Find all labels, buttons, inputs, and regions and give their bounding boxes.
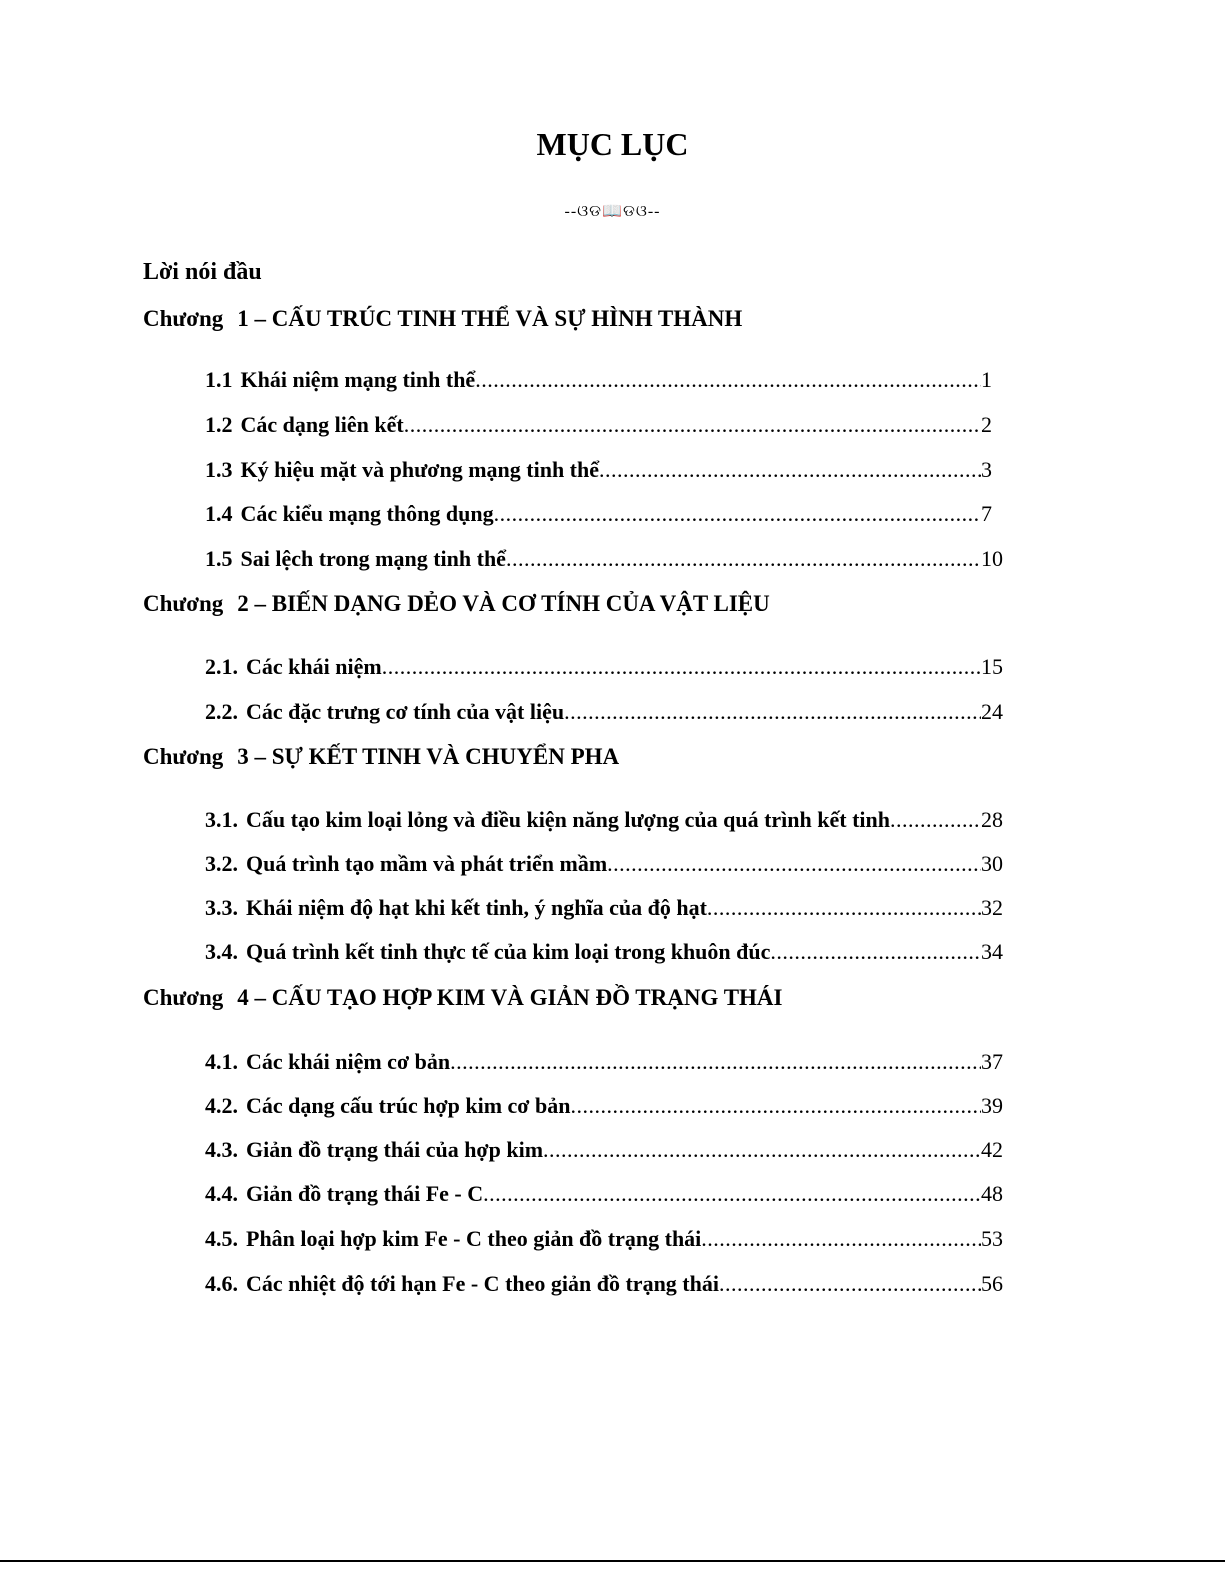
footer-rule	[0, 1560, 1225, 1562]
chapter-label: Chương	[143, 744, 224, 769]
entry-number: 4.4.	[205, 1181, 238, 1206]
entry-number: 1.1	[205, 367, 233, 392]
entry-page: 28	[981, 807, 1003, 832]
toc-chapter-3[interactable]	[143, 741, 619, 773]
toc-entry[interactable]	[205, 1046, 1007, 1078]
entry-title: Quá trình kết tinh thực tế của kim loại trong khuôn đúc	[246, 939, 771, 964]
entry-page: 42	[981, 1137, 1003, 1162]
entry-page: 53	[981, 1226, 1003, 1251]
toc-entry[interactable]	[205, 543, 1007, 575]
dot-leader	[450, 1046, 981, 1078]
entry-page: 39	[981, 1093, 1003, 1118]
entry-page: 37	[981, 1049, 1003, 1074]
entry-page: 32	[981, 895, 1003, 920]
dot-leader	[719, 1268, 981, 1300]
dot-leader	[770, 936, 981, 968]
chapter-label: Chương	[143, 306, 224, 331]
entry-number: 4.5.	[205, 1226, 238, 1251]
entry-title: Khái niệm mạng tinh thể	[240, 367, 476, 392]
toc-entry[interactable]	[205, 651, 1007, 683]
entry-number: 3.1.	[205, 807, 238, 832]
entry-page: 15	[981, 654, 1003, 679]
entry-title: Các kiểu mạng thông dụng	[240, 501, 494, 526]
toc-entry[interactable]	[205, 804, 1007, 836]
entry-title: Giản đồ trạng thái Fe - C	[246, 1181, 484, 1206]
entry-number: 1.2	[205, 412, 233, 437]
chapter-heading: 2 – BIẾN DẠNG DẺO VÀ CƠ TÍNH CỦA VẬT LIỆU	[237, 591, 770, 616]
chapter-heading: 3 – SỰ KẾT TINH VÀ CHUYỂN PHA	[237, 744, 620, 769]
dot-leader	[404, 409, 981, 441]
entry-number: 3.4.	[205, 939, 238, 964]
dot-leader	[607, 848, 981, 880]
toc-entry[interactable]	[205, 848, 1007, 880]
toc-entry[interactable]	[205, 409, 1007, 441]
entry-title: Các dạng liên kết	[240, 412, 404, 437]
dot-leader	[543, 1134, 981, 1166]
toc-entry[interactable]	[205, 892, 1007, 924]
toc-chapter-1[interactable]	[143, 303, 742, 335]
entry-title: Quá trình tạo mầm và phát triển mầm	[246, 851, 608, 876]
entry-page: 24	[981, 699, 1003, 724]
toc-entry[interactable]	[205, 364, 1007, 396]
page-title: MỤC LỤC	[536, 126, 689, 162]
entry-number: 1.5	[205, 546, 233, 571]
toc-preface[interactable]: Lời nói đầu	[143, 259, 262, 285]
entry-title: Phân loại hợp kim Fe - C theo giản đồ trạng thái	[246, 1226, 702, 1251]
entry-page: 3	[981, 457, 992, 482]
entry-number: 1.3	[205, 457, 233, 482]
entry-title: Ký hiệu mặt và phương mạng tinh thể	[240, 457, 599, 482]
toc-entry[interactable]	[205, 696, 1007, 728]
entry-title: Các đặc trưng cơ tính của vật liệu	[246, 699, 565, 724]
toc-entry[interactable]	[205, 1178, 1007, 1210]
dot-leader	[890, 804, 981, 836]
dot-leader	[564, 696, 981, 728]
entry-title: Cấu tạo kim loại lỏng và điều kiện năng lượng của quá trình kết tinh	[246, 807, 890, 832]
entry-page: 7	[981, 501, 992, 526]
dot-leader	[570, 1090, 981, 1122]
dot-leader	[506, 543, 981, 575]
chapter-label: Chương	[143, 985, 224, 1010]
entry-number: 2.1.	[205, 654, 238, 679]
entry-title: Khái niệm độ hạt khi kết tinh, ý nghĩa của độ hạt	[246, 895, 707, 920]
entry-page: 56	[981, 1271, 1003, 1296]
entry-number: 4.3.	[205, 1137, 238, 1162]
toc-entry[interactable]	[205, 1268, 1007, 1300]
entry-title: Các dạng cấu trúc hợp kim cơ bản	[246, 1093, 571, 1118]
dot-leader	[382, 651, 981, 683]
entry-title: Sai lệch trong mạng tinh thể	[240, 546, 506, 571]
entry-page: 1	[981, 367, 992, 392]
toc-entry[interactable]	[205, 454, 1007, 486]
entry-number: 2.2.	[205, 699, 238, 724]
toc-entry[interactable]	[205, 1090, 1007, 1122]
entry-number: 3.3.	[205, 895, 238, 920]
toc-entry[interactable]	[205, 1134, 1007, 1166]
chapter-heading: 4 – CẤU TẠO HỢP KIM VÀ GIẢN ĐỒ TRẠNG THÁI	[237, 985, 783, 1010]
chapter-heading: 1 – CẤU TRÚC TINH THỂ VÀ SỰ HÌNH THÀNH	[237, 306, 743, 331]
dot-leader	[494, 498, 981, 530]
toc-entry[interactable]	[205, 1223, 1007, 1255]
entry-number: 4.1.	[205, 1049, 238, 1074]
entry-page: 48	[981, 1181, 1003, 1206]
chapter-label: Chương	[143, 591, 224, 616]
entry-number: 4.2.	[205, 1093, 238, 1118]
entry-page: 2	[981, 412, 992, 437]
toc-chapter-4[interactable]	[143, 982, 783, 1014]
dot-leader	[707, 892, 981, 924]
dot-leader	[483, 1178, 981, 1210]
entry-title: Giản đồ trạng thái của hợp kim	[246, 1137, 544, 1162]
dot-leader	[701, 1223, 981, 1255]
entry-number: 1.4	[205, 501, 233, 526]
entry-number: 4.6.	[205, 1271, 238, 1296]
entry-title: Các khái niệm cơ bản	[246, 1049, 451, 1074]
entry-page: 10	[981, 546, 1003, 571]
entry-title: Các khái niệm	[246, 654, 382, 679]
toc-entry[interactable]	[205, 936, 1007, 968]
ornament-divider: --ଓଡ📖ଡଓ--	[564, 203, 661, 220]
toc-chapter-2[interactable]	[143, 588, 770, 620]
entry-number: 3.2.	[205, 851, 238, 876]
entry-page: 30	[981, 851, 1003, 876]
entry-page: 34	[981, 939, 1003, 964]
entry-title: Các nhiệt độ tới hạn Fe - C theo giản đồ trạng thái	[246, 1271, 719, 1296]
dot-leader	[475, 364, 981, 396]
toc-entry[interactable]	[205, 498, 1007, 530]
dot-leader	[599, 454, 981, 486]
